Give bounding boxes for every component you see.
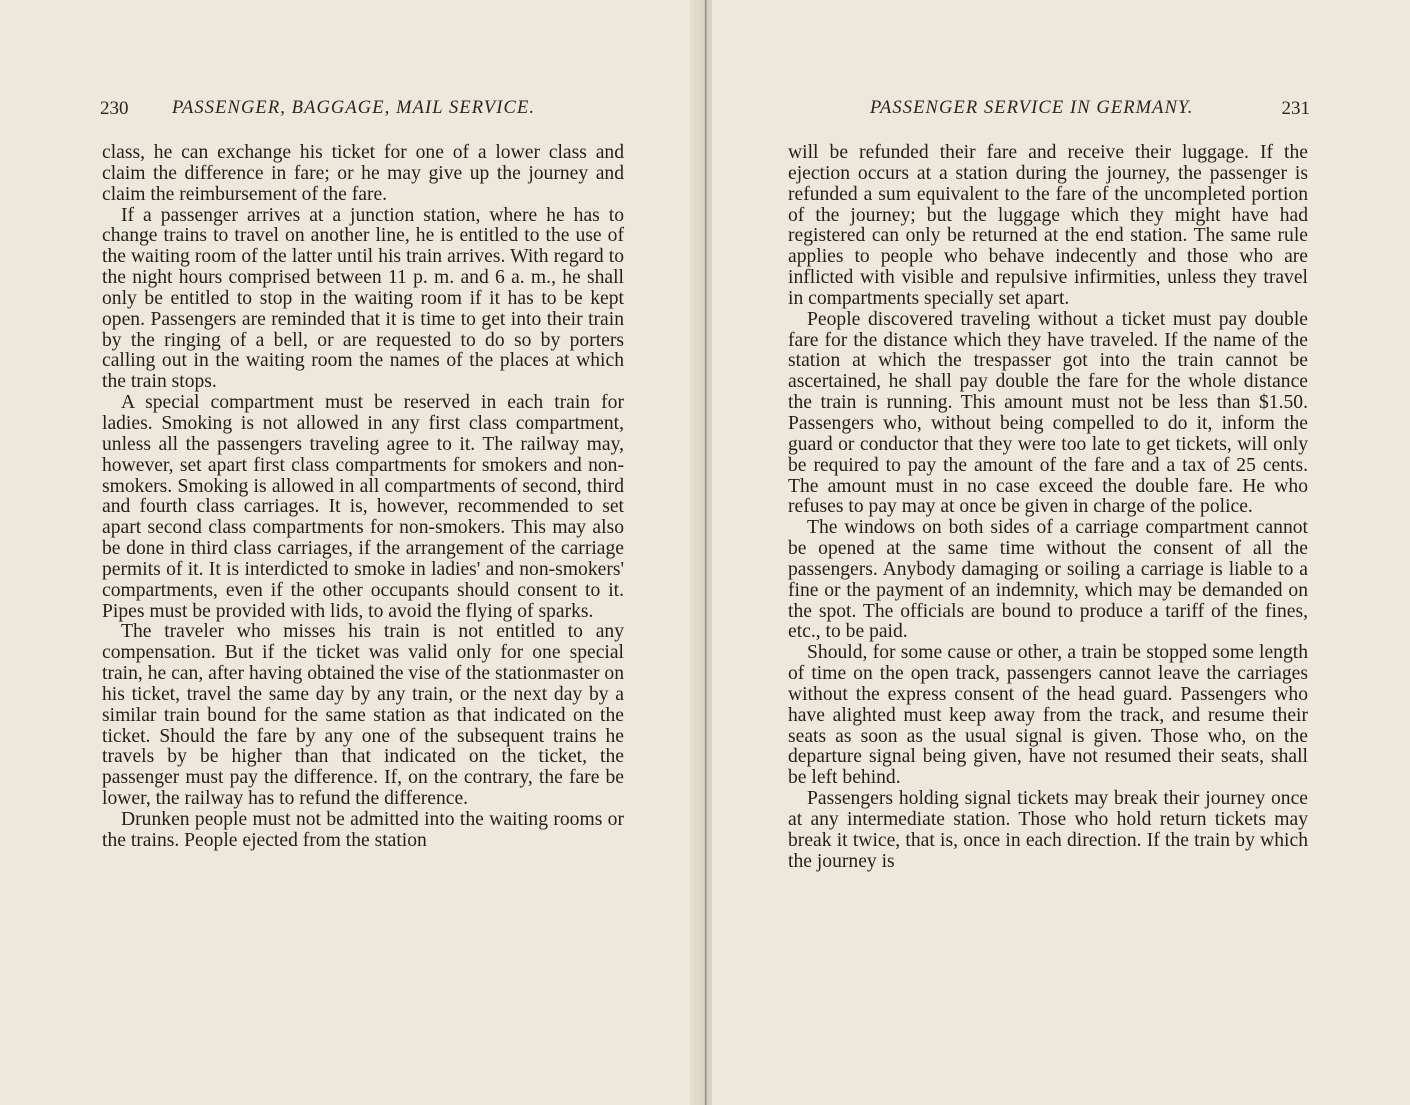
right-page [712, 0, 1410, 1105]
left-page [0, 0, 700, 1105]
paragraph: Drunken people must not be admitted into the waiting rooms or the trains. People ejected from the station [102, 809, 624, 851]
page-number: 230 [100, 98, 129, 119]
paragraph: Should, for some cause or other, a train be stopped some length of time on the open track, passengers cannot leave the carriages without the express consent of the head guard. Passengers who have alighted must keep away from the track, and resume their seats as soon as the usual signal is given. Those who, on the departure signal being given, have not resumed their seats, shall be left behind. [788, 642, 1308, 789]
paragraph: class, he can exchange his ticket for one of a lower class and claim the difference in fare; or he may give up the journey and claim the reimbursement of the fare. [102, 142, 624, 205]
left-page-body [102, 143, 624, 852]
paragraph: Passengers holding signal tickets may break their journey once at any intermediate station. Those who hold return tickets may break it twice, that is, once in each direction. If the train by which the journey is [788, 788, 1308, 872]
right-page-body [788, 143, 1308, 873]
paragraph: will be refunded their fare and receive their luggage. If the ejection occurs at a station during the journey, the passenger is refunded a sum equivalent to the fare of the uncompleted portion of the journey; but the luggage which they might have had registered can only be returned at the end station. The same rule applies to people who behave indecently and those who are inflicted with visible and repulsive infirmities, unless they travel in compartments specially set apart. [788, 142, 1308, 309]
paragraph: The traveler who misses his train is not entitled to any compensation. But if the ticket was valid only for one special train, he can, after having obtained the vise of the stationmaster on his ticket, travel the same day by any train, or the next day by a similar train bound for the same station as that indicated on the ticket. Should the fare by any one of the subsequent trains he travels by be higher than that indicated on the ticket, the passenger must pay the difference. If, on the contrary, the fare be lower, the railway has to refund the difference. [102, 621, 624, 810]
paragraph: People discovered traveling without a ticket must pay double fare for the distance which they have traveled. If the name of the station at which the trespasser got into the train cannot be ascertained, he shall pay double the fare for the whole distance the train is running. This amount must not be less than $1.50. Passengers who, without being compelled to do it, inform the guard or conductor that they were too late to get tickets, will only be required to pay the amount of the fare and a tax of 25 cents. The amount must in no case exceed the double fare. He who refuses to pay may at once be given in charge of the police. [788, 308, 1308, 518]
running-title: PASSENGER SERVICE IN GERMANY. [870, 98, 1194, 118]
paragraph: If a passenger arrives at a junction station, where he has to change trains to travel on another line, he is entitled to the use of the waiting room of the latter until his train arrives. With regard to the night hours comprised between 11 p. m. and 6 a. m., he shall only be entitled to stop in the waiting room if it has to be kept open. Passengers are reminded that it is time to get into their train by the ringing of a bell, or are requested to do so by porters calling out in the waiting room the names of the places at which the train stops. [102, 204, 624, 393]
page-number: 231 [1281, 98, 1310, 119]
running-title: PASSENGER, BAGGAGE, MAIL SERVICE. [172, 98, 536, 118]
paragraph: A special compartment must be reserved in each train for ladies. Smoking is not allowed in any first class compartment, unless all the passengers traveling agree to it. The railway may, however, set apart first class compartments for smokers and non-smokers. Smoking is allowed in all compartments of second, third and fourth class carriages. It is, however, recommended to set apart second class compartments for non-smokers. This may also be done in third class carriages, if the arrangement of the carriage permits of it. It is interdicted to smoke in ladies' and non-smokers' compartments, even if the other occupants should consent to it. Pipes must be provided with lids, to avoid the flying of sparks. [102, 392, 624, 622]
paragraph: The windows on both sides of a carriage compartment cannot be opened at the same time without the consent of all the passengers. Anybody damaging or soiling a carriage is liable to a fine or the payment of an indemnity, which may be demanded on the spot. The officials are bound to produce a tariff of the fines, etc., to be paid. [788, 517, 1308, 643]
